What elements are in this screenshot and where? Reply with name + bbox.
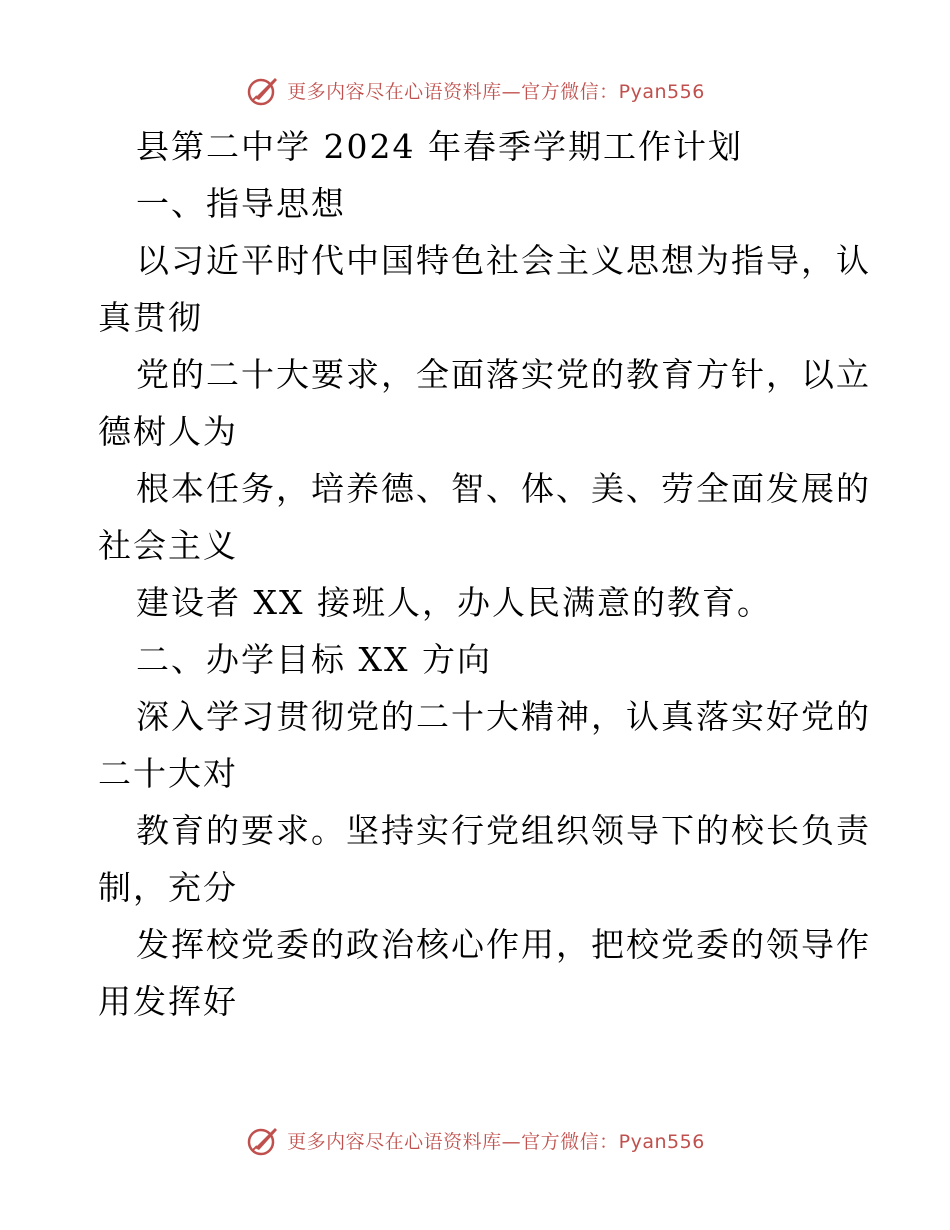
document-line: 一、指导思想 [136,184,346,223]
document-line: 二十大对 [98,754,238,793]
footer-banner-text: 更多内容尽在心语资料库—官方微信：Pyan556 [287,1130,705,1153]
document-line: 社会主义 [98,526,238,565]
header-banner [0,70,950,110]
document-line: 制，充分 [98,868,238,907]
footer-banner [0,1120,950,1160]
document-line: 根本任务，培养德、智、体、美、劳全面发展的 [136,469,871,508]
document-line: 党的二十大要求，全面落实党的教育方针，以立 [136,355,871,394]
document-line: 教育的要求。坚持实行党组织领导下的校长负责 [136,811,871,850]
document-line: 发挥校党委的政治核心作用，把校党委的领导作 [136,925,871,964]
document-line: 深入学习贯彻党的二十大精神，认真落实好党的 [136,697,871,736]
document-body [98,118,871,1030]
document-line: 县第二中学 2024 年春季学期工作计划 [136,127,743,166]
header-banner-text: 更多内容尽在心语资料库—官方微信：Pyan556 [287,80,705,103]
document-line: 以习近平时代中国特色社会主义思想为指导，认 [136,241,871,280]
document-line: 用发挥好 [98,982,238,1021]
quill-pen-logo-icon [245,1122,281,1158]
document-line: 德树人为 [98,412,238,451]
quill-pen-logo-icon [245,72,281,108]
document-line: 建设者 XX 接班人，办人民满意的教育。 [136,583,772,622]
document-line: 二、办学目标 XX 方向 [136,640,492,679]
document-line: 真贯彻 [98,298,203,337]
